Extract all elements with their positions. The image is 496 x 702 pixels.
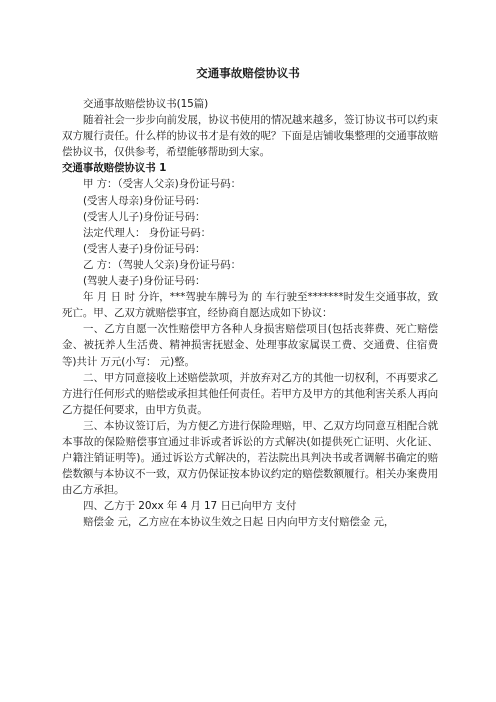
section-heading: 交通事故赔偿协议书 1 bbox=[62, 162, 167, 175]
party-a-wife-line: (受害人妻子)身份证号码： bbox=[83, 242, 206, 255]
party-a-line: 甲 方：（受害人父亲)身份证号码： bbox=[83, 178, 241, 191]
party-a-mother-line: (受害人母亲)身份证号码： bbox=[83, 194, 206, 207]
document-title: 交通事故赔偿协议书 bbox=[196, 66, 300, 80]
party-b-line: 乙 方：（驾驶人父亲)身份证号码： bbox=[83, 258, 241, 271]
payment-paragraph: 赔偿金 元，乙方应在本协议生效之日起 日内向甲方支付赔偿金 元， bbox=[83, 516, 395, 529]
subtitle-paragraph: 交通事故赔偿协议书(15篇) bbox=[83, 98, 209, 110]
accident-description-paragraph: 年 月 日 时 分许，***驾驶车牌号为 的 车行驶至*******时发生交通事故，致 死亡。甲、乙双方就赔偿事宜，经协商自愿达成如下协议： bbox=[62, 291, 438, 320]
clause-2-paragraph: 二、甲方同意接收上述赔偿款项，并放弃对乙方的其他一切权利，不再要求乙方进行任何形式的赔偿或承担其他任何责任。若甲方及甲方的其他利害关系人再向乙方提任何要求，由甲方负责。 bbox=[62, 371, 438, 416]
clause-1-paragraph: 一、乙方自愿一次性赔偿甲方各种人身损害赔偿项目(包括丧葬费、死亡赔偿金、被抚养人生活费、精神损害抚慰金、处理事故家属误工费、交通费、住宿费等)共计 万元(小写： 元)整。 bbox=[62, 323, 438, 368]
clause-4-paragraph: 四、乙方于 20xx 年 4 月 17 日已向甲方 支付 bbox=[83, 500, 297, 513]
intro-paragraph: 随着社会一步步向前发展，协议书使用的情况越来越多，签订协议书可以约束双方履行责任。什么样的协议书才是有效的呢？下面是店铺收集整理的交通事故赔偿协议书，仅供参考，希望能够帮助到大家。 bbox=[62, 114, 438, 159]
party-a-son-line: (受害人儿子)身份证号码： bbox=[83, 210, 206, 223]
clause-3-paragraph: 三、本协议签订后，为方便乙方进行保险理赔，甲、乙双方均同意互相配合就本事故的保险赔偿事宜通过非诉或者诉讼的方式解决(如提供死亡证明、火化证、户籍注销证明等)。通过诉讼方式解决的，若法院出具判决书或者调解书确定的赔偿数额与本协议不一致，双方仍保证按本协议约定的赔偿数额履行。相关办案费用由乙方承担。 bbox=[62, 419, 438, 497]
legal-representative-line: 法定代理人： 身份证号码： bbox=[83, 226, 212, 239]
party-b-wife-line: (驾驶人妻子)身份证号码： bbox=[83, 275, 206, 288]
document-body bbox=[62, 96, 438, 531]
